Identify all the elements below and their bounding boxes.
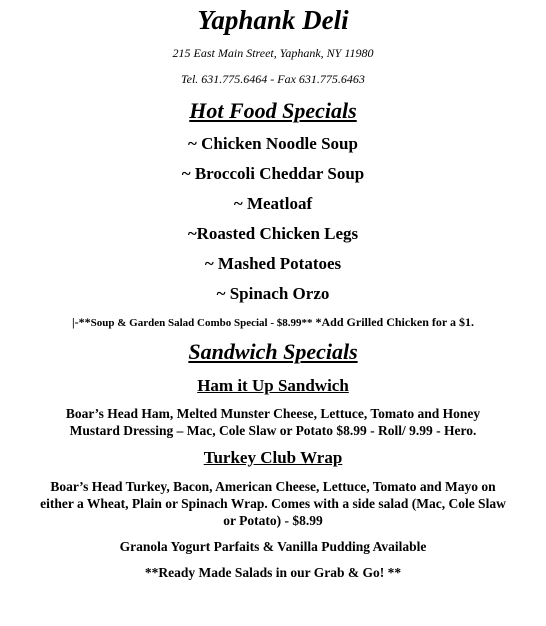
ham-heading: Ham it Up Sandwich — [197, 376, 349, 395]
ready-salads-note: **Ready Made Salads in our Grab & Go! ** — [144, 565, 402, 580]
hot-food-item: ~ Spinach Orzo — [216, 284, 330, 303]
ham-description: Boar’s Head Ham, Melted Munster Cheese, Lettuce, Tomato and Honey Mustard Dressing – Mac, Cole Slaw or Potato $8.99 - Roll/ 9.99 - Hero. — [65, 406, 481, 438]
hot-food-heading: Hot Food Specials — [189, 98, 357, 123]
hot-food-list — [0, 133, 546, 313]
deli-title: Yaphank Deli — [197, 5, 349, 35]
turkey-heading: Turkey Club Wrap — [203, 448, 343, 467]
hot-food-item: ~ Broccoli Cheddar Soup — [181, 164, 365, 183]
sandwich-heading: Sandwich Specials — [188, 339, 358, 364]
combo-prefix: |-** — [72, 315, 91, 329]
hot-food-item: ~ Mashed Potatoes — [204, 254, 342, 273]
combo-special-text: Soup & Garden Salad Combo Special - $8.99** — [90, 317, 313, 329]
combo-addon: *Add Grilled Chicken for a $1. — [312, 315, 474, 329]
hot-food-item: ~Roasted Chicken Legs — [187, 224, 359, 243]
turkey-description: Boar’s Head Turkey, Bacon, American Cheese, Lettuce, Tomato and Mayo on either a Wheat, Plain or Spinach Wrap. Comes with a side salad (Mac, Cole Slaw or Potato) - $8.99 — [40, 479, 506, 528]
combo-special — [0, 314, 546, 331]
deli-phone: Tel. 631.775.6464 - Fax 631.775.6463 — [181, 72, 365, 86]
hot-food-item: ~ Chicken Noodle Soup — [188, 134, 358, 153]
hot-food-item: ~ Meatloaf — [233, 194, 313, 213]
deli-address: 215 East Main Street, Yaphank, NY 11980 — [172, 46, 374, 60]
granola-note: Granola Yogurt Parfaits & Vanilla Pudding Available — [119, 539, 427, 554]
